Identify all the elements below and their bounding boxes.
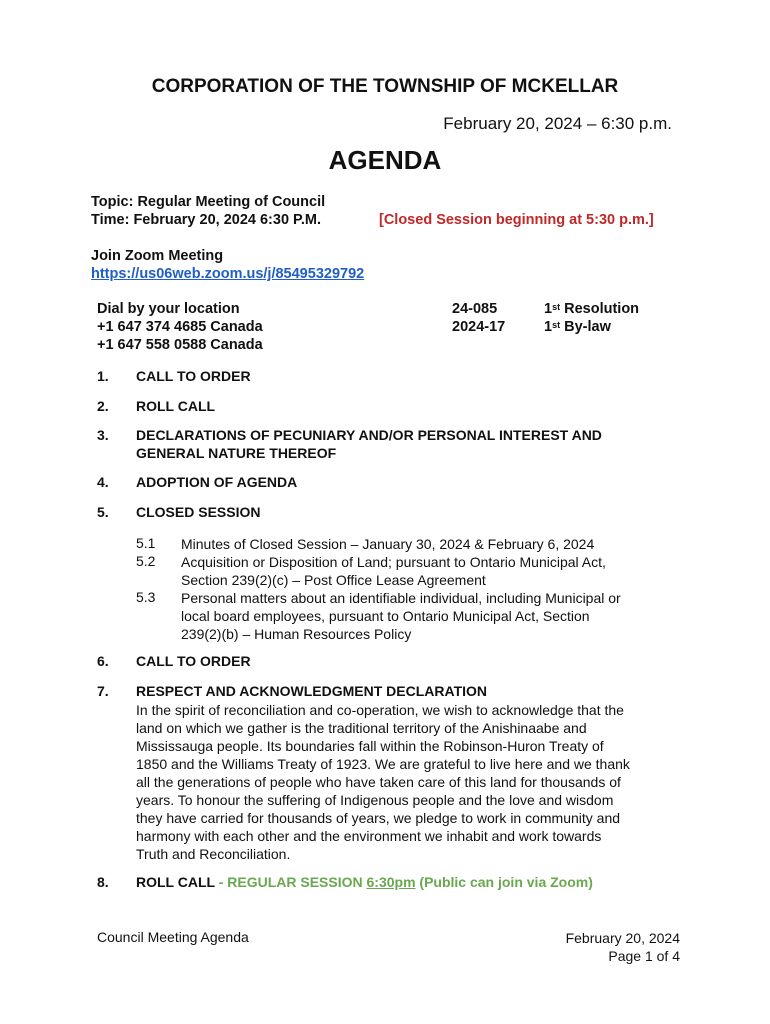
item-number: 3. (97, 427, 109, 443)
item-roll-call-regular: ROLL CALL - REGULAR SESSION 6:30pm (Public can join via Zoom) (136, 874, 593, 890)
resolution-label: 1st Resolution (544, 301, 640, 317)
meeting-time: Time: February 20, 2024 6:30 P.M. (91, 212, 321, 228)
phone-number: +1 647 374 4685 Canada (97, 319, 263, 335)
footer-title: Council Meeting Agenda (97, 929, 249, 945)
item-closed-session: CLOSED SESSION (136, 504, 261, 520)
item-number: 5. (97, 504, 109, 520)
item-adoption-of-agenda: ADOPTION OF AGENDA (136, 474, 298, 490)
item-call-to-order: CALL TO ORDER (136, 368, 251, 384)
resolution-types (544, 300, 639, 336)
item-number: 6. (97, 653, 109, 669)
footer-date: February 20, 2024 (565, 930, 680, 946)
closed-session-note: [Closed Session beginning at 5:30 p.m.] (379, 212, 654, 228)
dial-label: Dial by your location (97, 301, 240, 317)
meeting-topic: Topic: Regular Meeting of Council (91, 194, 326, 210)
footer-info (566, 929, 680, 965)
subitem-closed-minutes: Minutes of Closed Session – January 30, 2024 & February 6, 2024 (181, 536, 595, 552)
subitem-number: 5.3 (136, 589, 156, 605)
dial-in-block (97, 300, 263, 354)
bylaw-number: 2024-17 (452, 319, 506, 335)
item-number: 8. (97, 874, 109, 890)
zoom-link[interactable]: https://us06web.zoom.us/j/85495329792 (91, 266, 365, 282)
subitem-number: 5.1 (136, 535, 156, 551)
page-number: Page 1 of 4 (608, 948, 680, 964)
item-number: 2. (97, 398, 109, 414)
subitem-personal-matters: Personal matters about an identifiable individual, including Municipal or local board employees, pursuant to Ontario Municipal Act, Section 239(2)(b) – Human Resources Policy (181, 590, 621, 642)
item-declarations: DECLARATIONS OF PECUNIARY AND/OR PERSONAL INTEREST AND (136, 427, 602, 443)
item-number: 4. (97, 474, 109, 490)
item-call-to-order-2: CALL TO ORDER (136, 653, 251, 669)
subitem-number: 5.2 (136, 553, 156, 569)
agenda-heading: AGENDA (328, 145, 442, 175)
subitem-land-disposition: Acquisition or Disposition of Land; pursuant to Ontario Municipal Act, Section 239(2)(c) – Post Office Lease Agreement (181, 554, 606, 588)
item-roll-call: ROLL CALL (136, 398, 216, 414)
corporation-title: CORPORATION OF THE TOWNSHIP OF MCKELLAR (151, 76, 619, 97)
bylaw-label: 1st By-law (544, 319, 611, 335)
phone-number: +1 647 558 0588 Canada (97, 337, 263, 353)
item-declarations-line2: GENERAL NATURE THEREOF (136, 445, 337, 461)
resolution-numbers (452, 300, 505, 336)
meeting-date: February 20, 2024 – 6:30 p.m. (443, 114, 672, 133)
item-number: 7. (97, 683, 109, 699)
acknowledgment-text: In the spirit of reconciliation and co-operation, we wish to acknowledge that the land on which we gather is the traditional territory of the Anishinaabe and Mississauga people. Its boundaries fall within the Robinson-Huron Treaty of 1850 and the Williams Treaty of 1923. We are grateful to live here and we thank all the generations of people who have taken care of this land for thousands of years. To honour the suffering of Indigenous people and the love and wisdom they have carried for thousands of years, we pledge to work in community and harmony with each other and the environment we inhabit and work towards Truth and Reconciliation. (136, 702, 630, 862)
item-number: 1. (97, 368, 109, 384)
item-acknowledgment: RESPECT AND ACKNOWLEDGMENT DECLARATION (136, 683, 488, 699)
join-zoom-label: Join Zoom Meeting (91, 248, 224, 264)
resolution-number: 24-085 (452, 301, 498, 317)
